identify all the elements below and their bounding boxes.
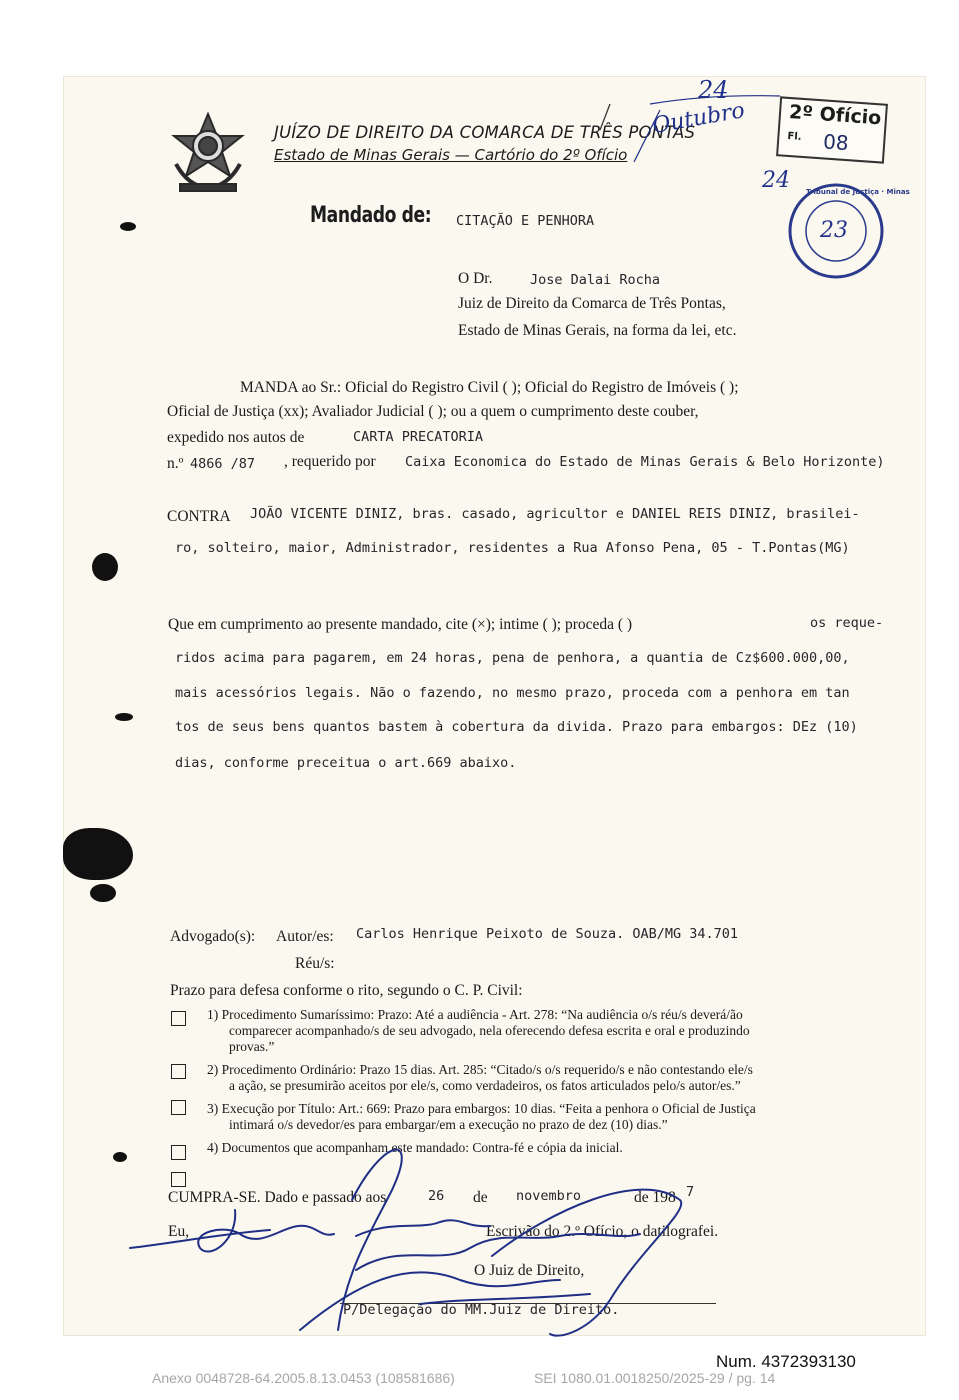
delegacao-line: P/Delegação do MM.Juiz de Direito. — [343, 1302, 620, 1318]
closing-day: 26 — [428, 1188, 445, 1204]
ink-blot — [90, 884, 116, 902]
manda-line-1: MANDA ao Sr.: Oficial do Registro Civil ( ); Oficial do Registro de Imóveis ( ); — [240, 379, 739, 396]
autor-value: Carlos Henrique Peixoto de Souza. OAB/MG 34.701 — [356, 926, 739, 942]
prazo-item-2-line-2: a ação, se presumirão aceitos por ele/s, como verdadeiros, os fatos articulados pelo/s autor/es.” — [229, 1078, 741, 1093]
court-title: JUÍZO DE DIREITO DA COMARCA DE TRÊS PONTAS — [274, 123, 696, 142]
prazo-item-2-line-1: 2) Procedimento Ordinário: Prazo 15 dias. Art. 285: “Citado/s o/s requerido/s e não contestando ele/s — [207, 1062, 753, 1077]
manda-process-number: 4866 /87 — [190, 456, 256, 472]
prazo-item-4: 4) Documentos que acompanham este mandado: Contra-fé e cópia da inicial. — [207, 1140, 623, 1155]
closing-year-digit: 7 — [686, 1184, 695, 1200]
ink-blot — [92, 553, 118, 581]
judge-title-line: Juiz de Direito da Comarca de Três Pontas, — [458, 295, 726, 312]
prazo-heading: Prazo para defesa conforme o rito, segundo o C. P. Civil: — [170, 982, 523, 999]
stamp-folha-number: 08 — [822, 129, 850, 156]
cumpra-se-text: CUMPRA-SE. Dado e passado aos — [168, 1189, 387, 1206]
order-line-2: ridos acima para pagarem, em 24 horas, pena de penhora, a quantia de Cz$600.000,00, — [175, 650, 850, 666]
manda-process-type: CARTA PRECATORIA — [353, 429, 484, 445]
prazo-item-1-line-2: comparecer acompanhado/s de seu advogado, nela oferecendo defesa escrita e oral e produzindo — [229, 1023, 750, 1038]
footer-anexo: Anexo 0048728-64.2005.8.13.0453 (108581686) — [152, 1370, 455, 1386]
order-line-5: dias, conforme preceitua o art.669 abaixo. — [175, 755, 517, 771]
seal-text: Tribunal de Justiça · Minas — [806, 188, 910, 196]
ink-blot — [115, 713, 133, 721]
order-line-4: tos de seus bens quantos bastem à cobertura da divida. Prazo para embargos: DEz (10) — [175, 719, 858, 735]
manda-requerido-label: , requerido por — [284, 453, 376, 470]
signature-scribble — [120, 1130, 720, 1350]
checkbox-ordinario[interactable] — [171, 1064, 186, 1079]
closing-month: novembro — [516, 1188, 582, 1204]
mandado-title: Mandado de: — [310, 203, 432, 228]
autor-label: Autor/es: — [276, 928, 334, 945]
manda-requerente: Caixa Economica do Estado de Minas Gerais & Belo Horizonte) — [405, 454, 885, 470]
order-line-3: mais acessórios legais. Não o fazendo, no mesmo prazo, proceda com a penhora em tan — [175, 685, 850, 701]
office-stamp — [776, 96, 888, 163]
order-line-1: Que em cumprimento ao presente mandado, cite (×); intime ( ); proceda ( ) — [168, 616, 633, 633]
ink-blot — [120, 222, 136, 231]
state-office-line: Estado de Minas Gerais — Cartório do 2º Ofício — [274, 146, 628, 164]
pen-strokes — [590, 90, 790, 170]
coat-of-arms-icon — [168, 110, 248, 194]
judge-prefix: O Dr. — [458, 270, 493, 287]
handwritten-date-month: Outubro — [650, 98, 747, 139]
mandado-type: CITAÇÃO E PENHORA — [456, 213, 595, 229]
contra-label: CONTRA — [167, 508, 231, 525]
juiz-label: O Juiz de Direito, — [474, 1262, 585, 1279]
seal-number: 23 — [820, 218, 848, 243]
prazo-item-1-line-1: 1) Procedimento Sumaríssimo: Prazo: Até a audiência - Art. 278: “Na audiência o/s réu/s deverá/ão — [207, 1007, 743, 1022]
checkbox-execucao[interactable] — [171, 1100, 186, 1115]
judge-name: Jose Dalai Rocha — [530, 272, 661, 288]
handwritten-side-day: 24 — [762, 168, 790, 193]
tribunal-seal — [786, 182, 910, 280]
contra-line-1: JOÃO VICENTE DINIZ, bras. casado, agricultor e DANIEL REIS DINIZ, brasilei- — [250, 506, 860, 522]
manda-line-2: Oficial de Justiça (xx); Avaliador Judicial ( ); ou a quem o cumprimento deste couber, — [167, 403, 699, 420]
order-line-1-typed: os reque- — [810, 615, 884, 631]
advogados-label: Advogado(s): — [170, 928, 256, 945]
reu-label: Réu/s: — [295, 955, 335, 972]
footer-sei-page: SEI 1080.01.0018250/2025-29 / pg. 14 — [534, 1370, 776, 1386]
stamp-office: 2º Ofício — [788, 100, 883, 130]
judge-state-line: Estado de Minas Gerais, na forma da lei, etc. — [458, 322, 737, 339]
prazo-item-3-line-1: 3) Execução por Título: Art.: 669: Prazo para embargos: 10 dias. “Feita a penhora o Oficial de Justiça — [207, 1101, 756, 1116]
escrivao-line: Escrivão do 2.º Ofício, o datilografei. — [486, 1223, 719, 1240]
prazo-item-3-line-2: intimará o/s devedor/es para embargar/em a execução no prazo de dez (10) dias.” — [229, 1117, 668, 1132]
manda-number-label: n.º — [167, 455, 184, 472]
footer-document-number: Num. 4372393130 — [716, 1352, 856, 1371]
ink-blot — [63, 828, 133, 880]
eu-label: Eu, — [168, 1223, 190, 1240]
manda-line-3-label: expedido nos autos de — [167, 429, 305, 446]
contra-line-2: ro, solteiro, maior, Administrador, residentes a Rua Afonso Pena, 05 - T.Pontas(MG) — [175, 540, 850, 556]
closing-de-2: de 198 — [634, 1189, 676, 1206]
handwritten-date-day: 24 — [698, 76, 729, 104]
prazo-item-1-line-3: provas.” — [229, 1039, 275, 1054]
checkbox-sumarissimo[interactable] — [171, 1011, 186, 1026]
stamp-folha-label: Fl. — [787, 130, 802, 143]
closing-de-1: de — [473, 1189, 488, 1206]
